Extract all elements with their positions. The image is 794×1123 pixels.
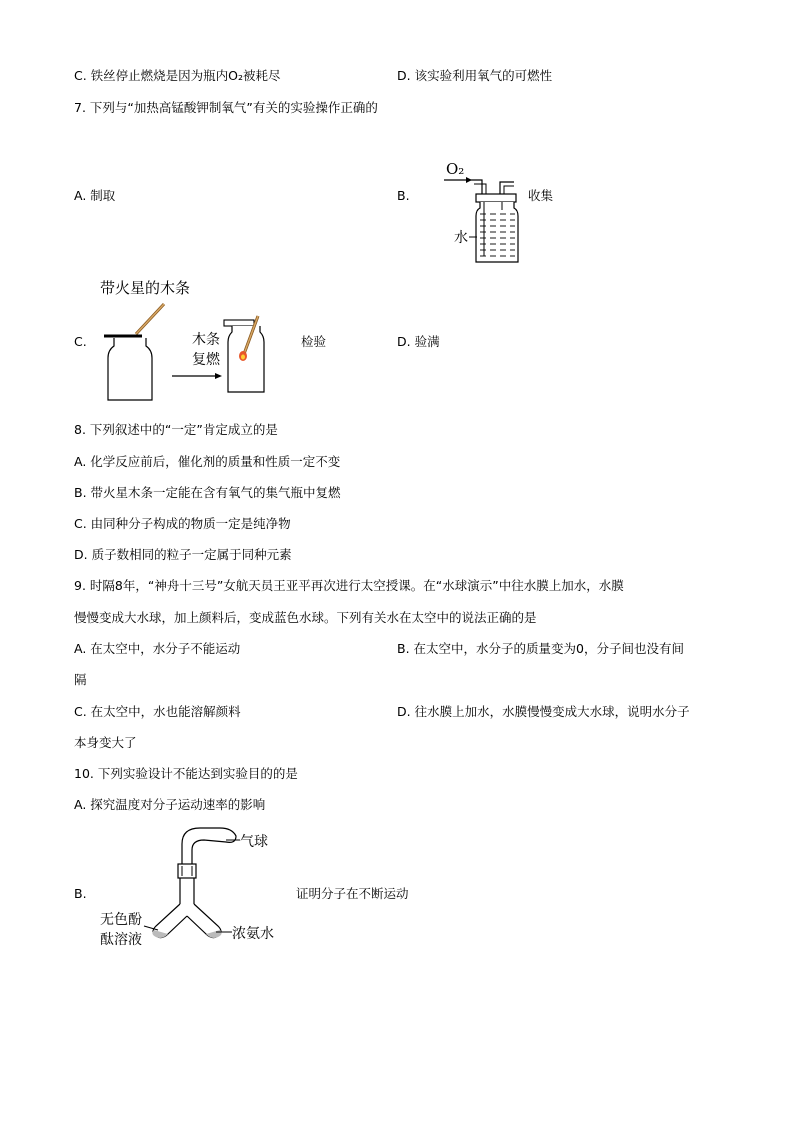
q7-option-d: D. 验满 [397, 334, 440, 349]
ammonia-label: 浓氨水 [232, 926, 274, 942]
balloon-label: 气球 [240, 834, 268, 850]
q10-option-a: A. 探究温度对分子运动速率的影响 [74, 797, 266, 812]
splint-label: 带火星的木条 [100, 279, 191, 297]
relit-label-1: 木条 [192, 332, 220, 348]
q6-option-c: C. 铁丝停止燃烧是因为瓶内O₂被耗尽 [74, 68, 281, 83]
q9-option-d-line-1: D. 往水膜上加水，水膜慢慢变成大水球，说明水分子 [397, 704, 690, 719]
y-tube-figure [100, 822, 290, 952]
q7-option-c-text: 检验 [301, 334, 327, 349]
o2-label: O₂ [446, 160, 465, 178]
q9-option-c: C. 在太空中，水也能溶解颜料 [74, 704, 241, 719]
q7-stem: 7. 下列与“加热高锰酸钾制氧气”有关的实验操作正确的 [74, 100, 378, 115]
q7-option-a: A. 制取 [74, 188, 116, 203]
splint-test-figure [98, 276, 278, 402]
q8-option-d: D. 质子数相同的粒子一定属于同种元素 [74, 547, 292, 562]
gas-collection-figure [440, 158, 520, 266]
q9-option-b-line-2: 隔 [74, 672, 87, 687]
water-label: 水 [454, 230, 468, 246]
q7-option-b-text: 收集 [528, 188, 554, 203]
q9-option-a: A. 在太空中，水分子不能运动 [74, 641, 241, 656]
q8-stem: 8. 下列叙述中的“一定”肯定成立的是 [74, 422, 278, 437]
q8-option-a: A. 化学反应前后，催化剂的质量和性质一定不变 [74, 454, 341, 469]
q10-option-b-text: 证明分子在不断运动 [296, 886, 409, 901]
phenolphthalein-label-2: 酞溶液 [100, 932, 142, 948]
q7-option-c-letter: C. [74, 334, 87, 349]
phenolphthalein-label-1: 无色酚 [100, 912, 142, 928]
q10-option-b-letter: B. [74, 886, 87, 901]
q9-stem-line-1: 9. 时隔8年，“神舟十三号”女航天员王亚平再次进行太空授课。在“水球演示”中往水膜上加水，水膜 [74, 578, 624, 593]
q9-option-b-line-1: B. 在太空中，水分子的质量变为0，分子间也没有间 [397, 641, 684, 656]
q9-stem-line-2: 慢慢变成大水球，加上颜料后，变成蓝色水球。下列有关水在太空中的说法正确的是 [74, 610, 537, 625]
relit-label-2: 复燃 [192, 352, 220, 368]
q10-stem: 10. 下列实验设计不能达到实验目的的是 [74, 766, 298, 781]
q6-option-d: D. 该实验利用氧气的可燃性 [397, 68, 553, 83]
q8-option-b: B. 带火星木条一定能在含有氧气的集气瓶中复燃 [74, 485, 341, 500]
q9-option-d-line-2: 本身变大了 [74, 735, 137, 750]
q7-option-b-letter: B. [397, 188, 410, 203]
q8-option-c: C. 由同种分子构成的物质一定是纯净物 [74, 516, 291, 531]
